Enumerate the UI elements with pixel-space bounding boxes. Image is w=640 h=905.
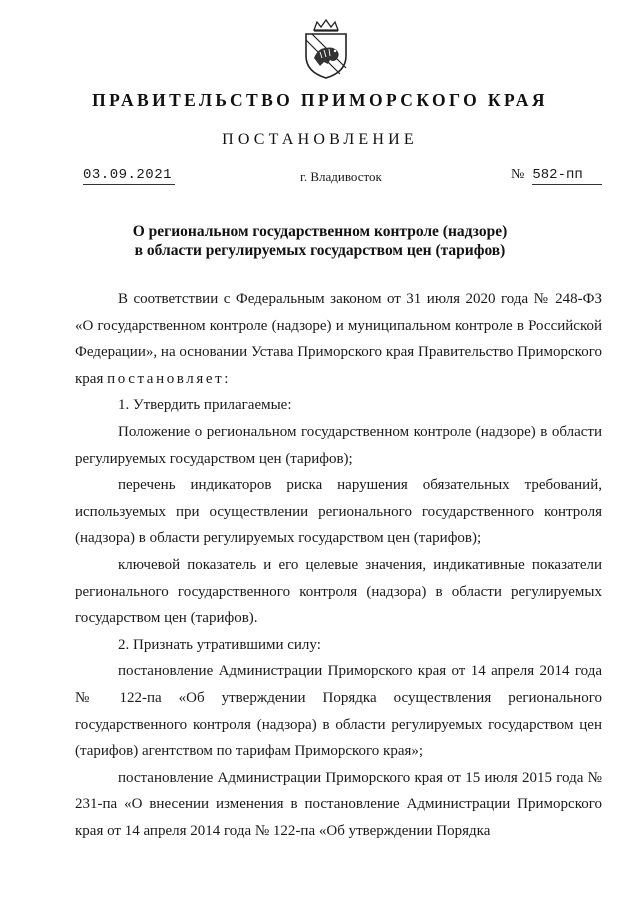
number-sign: № [511, 167, 525, 182]
document-number-block [511, 167, 602, 185]
document-meta-row [0, 167, 640, 189]
decree-word: постановляет: [107, 370, 232, 387]
paragraph-regulation: Положение о региональном государственном контроле (надзоре) в области регулируемых государством цен (тарифов); [75, 423, 602, 467]
paragraph-risk-indicators: перечень индикаторов риска нарушения обязательных требований, используемых при осуществлении регионального государственного контроля (надзора) в области регулируемых государством цен (тарифов); [75, 477, 602, 547]
heading-line-2: в области регулируемых государством цен (тарифов) [134, 242, 506, 259]
document-date: 03.09.2021 [83, 167, 175, 185]
paragraph-item-2: 2. Признать утратившими силу: [118, 636, 321, 653]
document-city: г. Владивосток [300, 169, 382, 184]
document-body [75, 286, 602, 844]
coat-of-arms-icon [300, 18, 352, 80]
paragraph-preamble [75, 286, 602, 392]
document-type: ПОСТАНОВЛЕНИЕ [222, 131, 418, 148]
document-heading [0, 222, 640, 260]
document-number: 582-пп [532, 167, 602, 185]
paragraph-item-1: 1. Утвердить прилагаемые: [118, 397, 292, 414]
paragraph-repealed-2: постановление Администрации Приморского края от 15 июля 2015 года № 231-па «О внесении изменения в постановление Администрации Приморского края от 14 апреля 2014 года № 122-па «Об утверждении Порядка [75, 769, 602, 839]
government-title: ПРАВИТЕЛЬСТВО ПРИМОРСКОГО КРАЯ [92, 90, 548, 110]
heading-line-1: О региональном государственном контроле (надзоре) [132, 223, 508, 240]
paragraph-key-indicator: ключевой показатель и его целевые значения, индикативные показатели регионального государственного контроля (надзора) в области регулируемых государством цен (тарифов). [75, 556, 602, 627]
paragraph-repealed-1: постановление Администрации Приморского края от 14 апреля 2014 года № 122-па «Об утверждении Порядка осуществления регионального государственного контроля (надзора) в области регулируемых государством цен (тарифов) агентством по тарифам Приморского края»; [75, 663, 602, 760]
preamble-text: В соответствии с Федеральным законом от 31 июля 2020 года № 248-ФЗ «О государственном контроле (надзоре) и муниципальном контроле в Российской Федерации», на основании Устава Приморского края Правительство Приморского края [75, 291, 602, 387]
